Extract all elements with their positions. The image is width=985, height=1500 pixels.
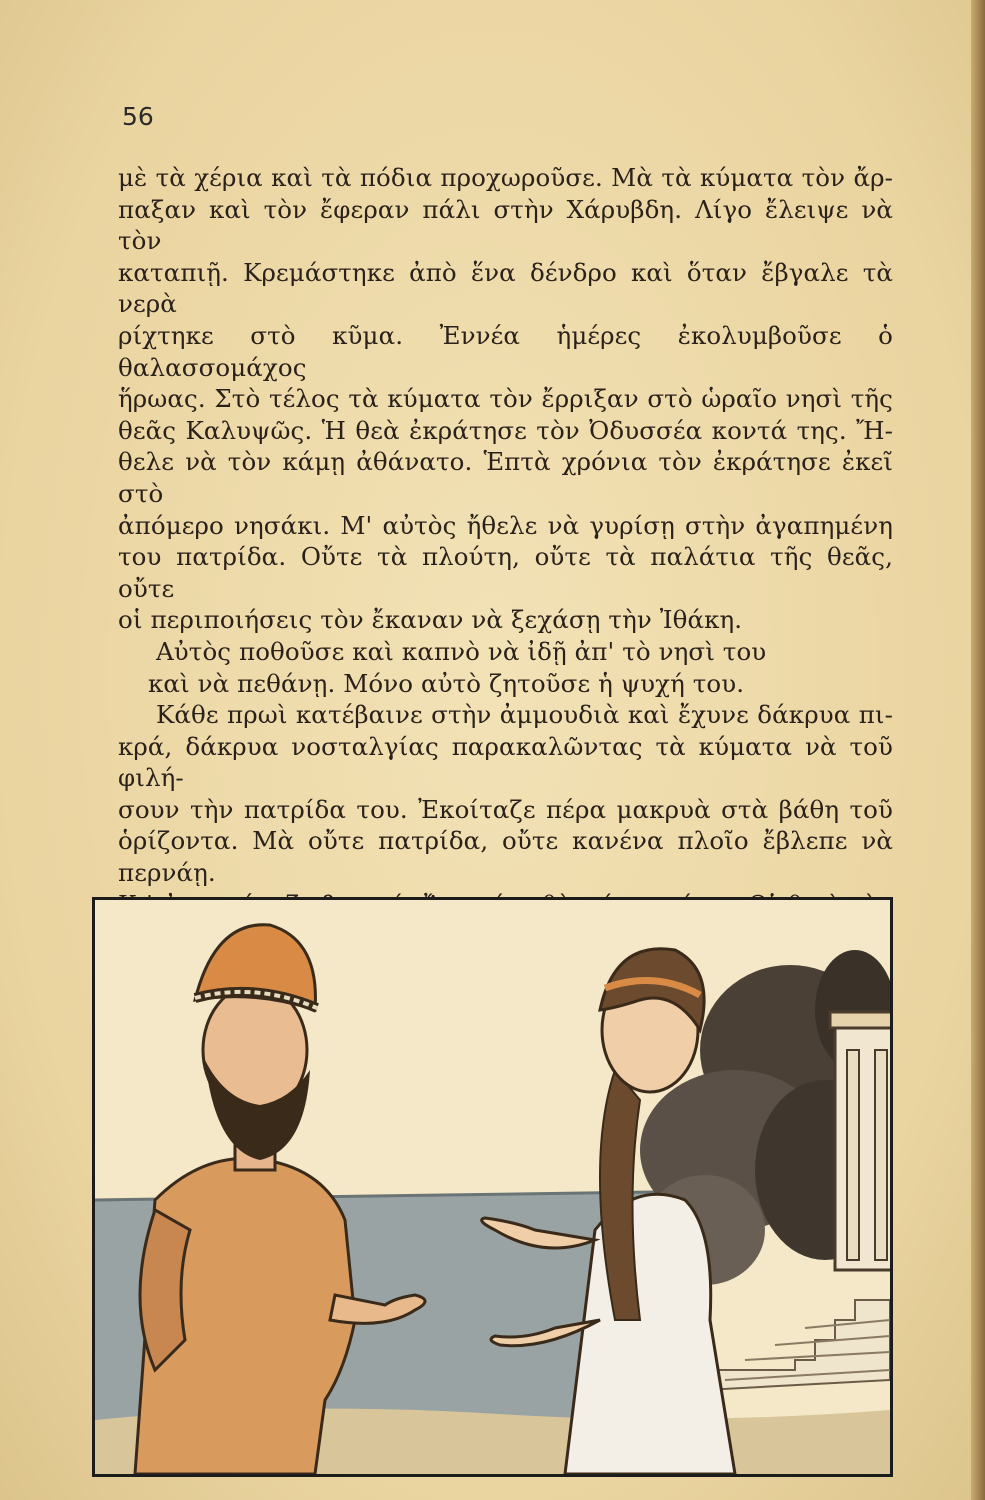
text-line: καταπιῇ. Κρεμάστηκε ἀπὸ ἕνα δένδρο καὶ ὅταν ἔβγαλε τὰ νερὰ (118, 257, 893, 319)
text-line: κρά, δάκρυα νοσταλγίας παρακαλῶντας τὰ κύματα νὰ τοῦ φιλή- (118, 731, 893, 793)
text-line: Κάθε πρωὶ κατέβαινε στὴν ἀμμουδιὰ καὶ ἔχυνε δάκρυα πι- (156, 700, 893, 730)
verse-line: καὶ νὰ πεθάνῃ. Μόνο αὐτὸ ζητοῦσε ἡ ψυχή του. (148, 668, 745, 698)
verse-line: Αὐτὸς ποθοῦσε καὶ καπνὸ νὰ ἰδῇ ἀπ' τὸ νησὶ του (156, 636, 767, 666)
text-line: παξαν καὶ τὸν ἔφεραν πάλι στὴν Χάρυβδη. Λίγο ἔλειψε νὰ τὸν (118, 194, 893, 256)
illustration-odysseus-calypso (92, 897, 893, 1477)
text-line: ἥρωας. Στὸ τέλος τὰ κύματα τὸν ἔρριξαν στὸ ὡραῖο νησὶ τῆς (118, 384, 893, 414)
text-line: οἱ περιποιήσεις τὸν ἔκαναν νὰ ξεχάσῃ τὴν Ἰθάκη. (118, 605, 743, 635)
page-number: 56 (122, 102, 154, 131)
text-line: μὲ τὰ χέρια καὶ τὰ πόδια προχωροῦσε. Μὰ τὰ κύματα τὸν ἄρ- (118, 163, 893, 192)
text-line: θελε νὰ τὸν κάμῃ ἀθάνατο. Ἑπτὰ χρόνια τὸν ἐκράτησε ἐκεῖ στὸ (118, 447, 893, 508)
illustration-drawing (95, 900, 890, 1474)
text-line: ὁρίζοντα. Μὰ οὔτε πατρίδα, οὔτε κανένα πλοῖο ἔβλεπε νὰ περνάῃ. (118, 826, 893, 888)
text-line: του πατρίδα. Οὔτε τὰ πλούτη, οὔτε τὰ παλάτια τῆς θεᾶς, οὔτε (118, 542, 893, 603)
text-line: θεᾶς Καλυψῶς. Ἡ θεὰ ἐκράτησε τὸν Ὀδυσσέα κοντά της. Ἤ- (118, 415, 893, 445)
text-line: ρίχτηκε στὸ κῦμα. Ἐννέα ἡμέρες ἐκολυμβοῦσε ὁ θαλασσομάχος (118, 320, 893, 382)
text-line: σουν τὴν πατρίδα του. Ἐκοίταζε πέρα μακρυὰ στὰ βάθη τοῦ (118, 794, 893, 824)
page-edge (971, 0, 985, 1500)
text-line: ἀπόμερο νησάκι. Μ' αὐτὸς ἤθελε νὰ γυρίσῃ στὴν ἀγαπημένη (118, 510, 893, 540)
